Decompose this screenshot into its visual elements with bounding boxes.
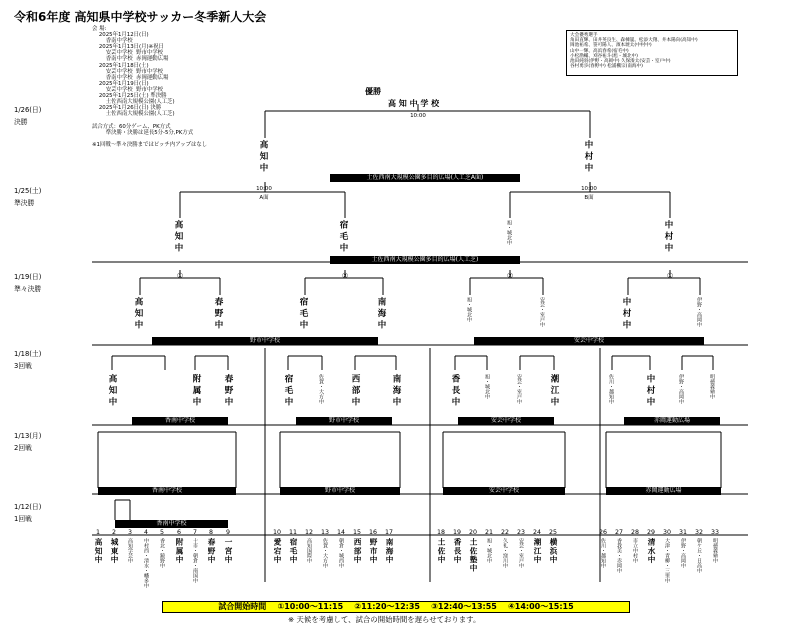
team-name: 一宮中 xyxy=(224,538,233,564)
team-number: 30 xyxy=(662,529,671,536)
round-label-qf: 1/19(日) 準々決勝 xyxy=(14,273,42,293)
venue-r2-3: 安芸中学校 xyxy=(443,487,565,495)
team-name: 高知学芸中 xyxy=(127,538,133,563)
r3-team-1: 高知中 xyxy=(107,374,117,409)
r3-team-15: 明徳義塾中 xyxy=(709,374,715,399)
r3-team-8: 香長中 xyxy=(450,374,460,409)
semi2-time: 10:00 xyxy=(581,186,597,192)
team-name: 高知中 xyxy=(94,538,103,564)
team-number: 8 xyxy=(208,529,213,536)
team-number: 16 xyxy=(368,529,377,536)
qf-match-1: ① xyxy=(176,272,184,280)
venue-r2-2: 野市中学校 xyxy=(280,487,400,495)
team-name: 安芸・室戸中 xyxy=(518,538,524,568)
round-label-r3: 1/18(土) 3回戦 xyxy=(14,350,42,370)
team-name: 朝倉・城西中 xyxy=(338,538,344,568)
team-number: 23 xyxy=(516,529,525,536)
team-name: 宿毛中 xyxy=(289,538,298,564)
r3-team-6: 西部中 xyxy=(350,374,360,409)
team-name: 香長中 xyxy=(453,538,462,564)
qf-match-3: ② xyxy=(506,272,514,280)
team-name: 附属中 xyxy=(175,538,184,564)
team-number: 7 xyxy=(192,529,197,536)
team-number: 9 xyxy=(225,529,230,536)
team-name: 旭・城北中 xyxy=(486,538,492,563)
team-name: 横浜中 xyxy=(549,538,558,564)
semi2-left-team: 旭・城北中 xyxy=(506,220,512,245)
r3-team-9: 旭・城北中 xyxy=(484,374,490,399)
semi2-right-team: 中村中 xyxy=(663,220,673,255)
final-time: 10:00 xyxy=(410,113,426,119)
team-name: 佐賀・大方中 xyxy=(322,538,328,568)
team-number: 19 xyxy=(452,529,461,536)
venue-r3-1: 香南中学校 xyxy=(132,417,228,425)
qf-team-5: 旭・城北中 xyxy=(466,297,472,322)
team-number: 1 xyxy=(95,529,100,536)
team-name: 土佐塾中 xyxy=(469,538,478,573)
champion-label: 優勝 xyxy=(365,87,381,96)
team-name: 十市・朝倉・南国中 xyxy=(192,538,198,583)
qf-team-6: 安芸・室戸中 xyxy=(539,297,545,327)
team-name: 久礼・窪川中 xyxy=(502,538,508,568)
qf-team-4: 南海中 xyxy=(376,297,386,332)
team-name: 佐川・越知中 xyxy=(600,538,606,568)
venue-r2-4: 赤岡運動広場 xyxy=(606,487,721,495)
team-name: 香北・鏡野中 xyxy=(159,538,165,568)
qf-team-1: 高知中 xyxy=(133,297,143,332)
team-number: 33 xyxy=(710,529,719,536)
qf-team-2: 春野中 xyxy=(213,297,223,332)
r3-team-3: 春野中 xyxy=(223,374,233,409)
team-name: 高知国際中 xyxy=(306,538,312,563)
team-number: 13 xyxy=(320,529,329,536)
team-name: 香我美・赤岡中 xyxy=(616,538,622,573)
venue-qf-left: 野市中学校 xyxy=(152,337,378,345)
qf-match-2: ② xyxy=(341,272,349,280)
team-number: 26 xyxy=(598,529,607,536)
team-number: 4 xyxy=(143,529,148,536)
team-name: 明徳義塾中 xyxy=(712,538,718,563)
r3-team-11: 潮江中 xyxy=(549,374,559,409)
r3-team-5: 佐賀・大方中 xyxy=(318,374,324,404)
venue-r1: 香南中学校 xyxy=(115,520,228,528)
venue-r3-4: 赤岡運動広場 xyxy=(624,417,720,425)
r3-team-14: 伊野・高岡中 xyxy=(678,374,684,404)
best-players-box: 大会優秀選手 角田直輝、田井英良生、森棟嵐、松添大翔、井本陽向(高知中) 岡池祐希、笹可陽人、濱本琥太(中村中) 山中一輝、高浜春希(宿毛中) 小松勘輔、刈谷祐斗(旭・城北中) 池田純羽(伊野・高岡中) 久保湊太(安芸・室戸中) 谷村勇歩(春野中) 松浦楓宗(南海中) xyxy=(566,30,738,76)
round-label-semi: 1/25(土) 準決勝 xyxy=(14,187,42,207)
team-number: 14 xyxy=(336,529,345,536)
team-name: 潮江中 xyxy=(533,538,542,564)
team-number: 17 xyxy=(384,529,393,536)
venue-qf-right: 安芸中学校 xyxy=(474,337,704,345)
venue-final: 土佐西南大規模公園多目的広場(人工芝A面) xyxy=(330,174,520,182)
semi1-right-team: 宿毛中 xyxy=(338,220,348,255)
team-number: 15 xyxy=(352,529,361,536)
team-number: 20 xyxy=(468,529,477,536)
venue-r3-3: 安芸中学校 xyxy=(458,417,554,425)
semi2-court: B面 xyxy=(584,195,594,201)
round-label-r2: 1/13(月) 2回戦 xyxy=(14,432,42,452)
semi1-court: A面 xyxy=(259,195,269,201)
team-number: 31 xyxy=(678,529,687,536)
qf-team-3: 宿毛中 xyxy=(298,297,308,332)
team-name: 愛宕中 xyxy=(273,538,282,564)
qf-team-8: 伊野・高岡中 xyxy=(696,297,702,327)
semi1-left-team: 高知中 xyxy=(173,220,183,255)
team-name: 城東中 xyxy=(110,538,119,564)
team-number: 10 xyxy=(272,529,281,536)
team-number: 21 xyxy=(484,529,493,536)
team-number: 18 xyxy=(436,529,445,536)
r3-team-7: 南海中 xyxy=(391,374,401,409)
venue-semi: 土佐西南大規模公園多目的広場(人工芝) xyxy=(330,256,520,264)
team-name: 西部中 xyxy=(353,538,362,564)
team-number: 2 xyxy=(111,529,116,536)
team-number: 25 xyxy=(548,529,557,536)
team-name: 市立中村中 xyxy=(632,538,638,563)
team-number: 5 xyxy=(159,529,164,536)
team-number: 32 xyxy=(694,529,703,536)
r3-team-4: 宿毛中 xyxy=(283,374,293,409)
team-name: 春野中 xyxy=(207,538,216,564)
team-number: 11 xyxy=(288,529,297,536)
r3-team-10: 安芸・室戸中 xyxy=(516,374,522,404)
team-number: 12 xyxy=(304,529,313,536)
r3-team-12: 佐川・越知中 xyxy=(608,374,614,404)
team-number: 28 xyxy=(630,529,639,536)
team-number: 27 xyxy=(614,529,623,536)
r3-team-2: 附属中 xyxy=(191,374,201,409)
team-name: 南海中 xyxy=(385,538,394,564)
champion-name: 高 知 中 学 校 xyxy=(388,99,440,108)
team-name: 中村西・清水・幡多中 xyxy=(143,538,149,588)
qf-match-4: ① xyxy=(666,272,674,280)
team-name: 清水中 xyxy=(647,538,656,564)
schedule-bar: 試合開始時間 ①10:00～11:15 ②11:20～12:35 ③12:40～13:55 ④14:00～15:15 xyxy=(162,601,630,613)
semi1-time: 10:00 xyxy=(256,186,272,192)
team-name: 大津・青柳・三里中 xyxy=(664,538,670,583)
r3-team-13: 中村中 xyxy=(645,374,655,409)
final-right-team: 中村中 xyxy=(583,140,593,175)
team-name: 朝ケ丘・日高中 xyxy=(696,538,702,573)
venue-r3-2: 野市中学校 xyxy=(296,417,392,425)
team-number: 3 xyxy=(127,529,132,536)
venue-info: 会 場: 2025年1月12日(日) 香南中学校 2025年1月13日(月)※祝日 安芸中学校 野市中学校 香南中学校 赤岡運動広場 2025年1月18日(土) 安芸中学校 野市中学校 香南中学校 赤岡運動広場 2025年1月19日(日) 安芸中学校 野市中学校 2025年1月25日(土) 準決勝 土佐西南大規模公園(人工芝) 2025年1月26日(日) 決勝 土佐西南大規模公園(人工芝) 試合方式：60分ゲーム、PK方式 準決勝・決勝は延長5分-5分,PK方式 ※1回戦～準々決勝まではピッチ内アップはなし xyxy=(92,26,208,148)
team-name: 伊野・高岡中 xyxy=(680,538,686,568)
round-label-r1: 1/12(日) 1回戦 xyxy=(14,503,42,523)
team-number: 29 xyxy=(646,529,655,536)
venue-r2-1: 香南中学校 xyxy=(98,487,236,495)
final-left-team: 高知中 xyxy=(258,140,268,175)
qf-team-7: 中村中 xyxy=(621,297,631,332)
team-number: 24 xyxy=(532,529,541,536)
team-number: 22 xyxy=(500,529,509,536)
schedule-note: ※ 天候を考慮して、試合の開始時間を遅らせております。 xyxy=(288,615,481,624)
team-name: 土佐中 xyxy=(437,538,446,564)
round-label-final: 1/26(日) 決勝 xyxy=(14,106,42,126)
page-title: 令和6年度 高知県中学校サッカー冬季新人大会 xyxy=(14,10,267,24)
team-number: 6 xyxy=(176,529,181,536)
team-name: 野市中 xyxy=(369,538,378,564)
